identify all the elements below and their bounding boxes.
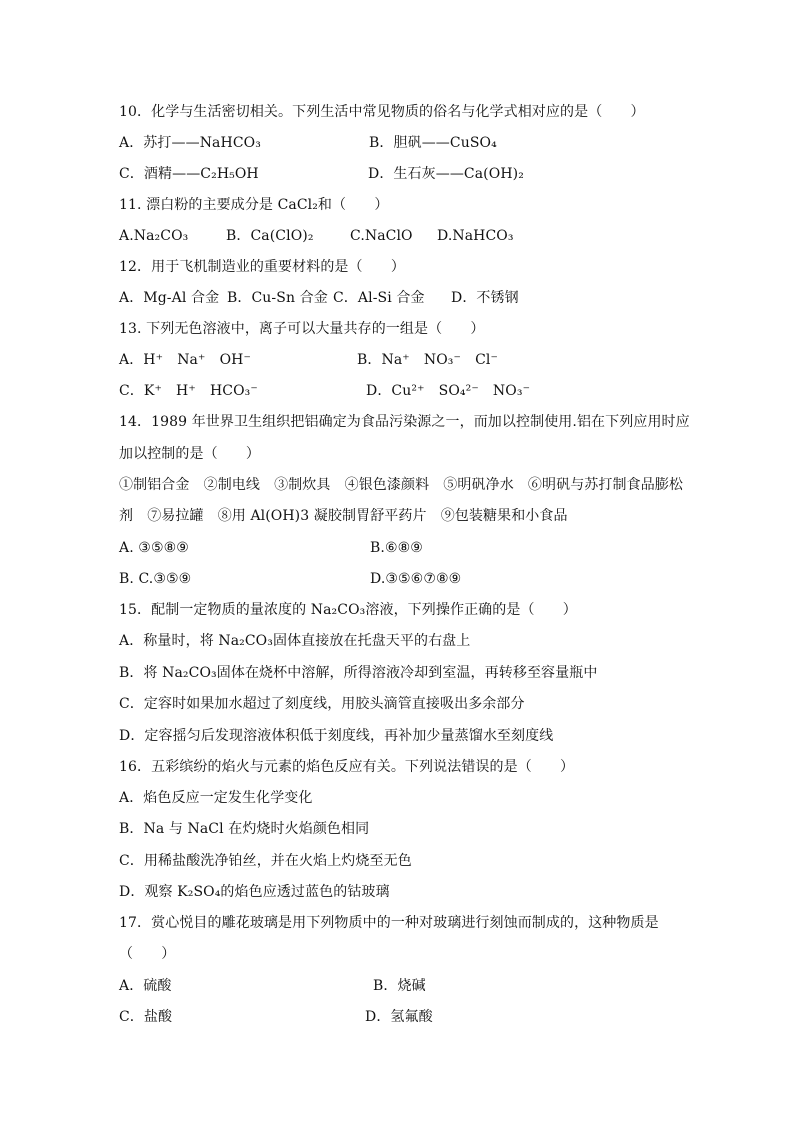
- q10-option-a: A．苏打——NaHCO₃: [119, 135, 261, 151]
- q11-option-c: C.NaClO: [350, 228, 413, 244]
- q12-stem: 12．用于飞机制造业的重要材料的是（ ）: [119, 259, 405, 275]
- q15-option-b: B．将 Na₂CO₃固体在烧杯中溶解，所得溶液冷却到室温，再转移至容量瓶中: [119, 665, 598, 681]
- q16-option-c: C．用稀盐酸洗净铂丝，并在火焰上灼烧至无色: [119, 853, 412, 869]
- q13-option-b: B．Na⁺ NO₃⁻ Cl⁻: [357, 352, 498, 368]
- q16-stem: 16．五彩缤纷的焰火与元素的焰色反应有关。下列说法错误的是（ ）: [119, 759, 575, 775]
- q10-option-b: B．胆矾——CuSO₄: [369, 135, 497, 151]
- q14-items-line-2: 剂 ⑦易拉罐 ⑧用 Al(OH)3 凝胶制胃舒平药片 ⑨包装糖果和小食品: [119, 508, 568, 524]
- q14-stem-line-2: 加以控制的是（ ）: [119, 446, 260, 462]
- q15-option-c: C．定容时如果加水超过了刻度线，用胶头滴管直接吸出多余部分: [119, 696, 525, 712]
- q14-stem-line-1: 14．1989 年世界卫生组织把铝确定为食品污染源之一，而加以控制使用.铝在下列应用时应: [119, 414, 690, 430]
- q10-option-c: C．酒精——C₂H₅OH: [119, 166, 259, 182]
- q12-option-d: D．不锈钢: [451, 290, 519, 306]
- q13-option-c: C．K⁺ H⁺ HCO₃⁻: [119, 383, 258, 399]
- q12-option-b: B．Cu-Sn 合金: [227, 290, 328, 306]
- q14-option-d: D.③⑤⑥⑦⑧⑨: [370, 571, 462, 587]
- q15-option-a: A．称量时，将 Na₂CO₃固体直接放在托盘天平的右盘上: [119, 633, 471, 649]
- q14-option-b: B.⑥⑧⑨: [370, 540, 423, 556]
- q10-option-d: D．生石灰——Ca(OH)₂: [368, 166, 524, 182]
- q16-option-b: B．Na 与 NaCl 在灼烧时火焰颜色相同: [119, 821, 370, 837]
- q17-option-d: D．氢氟酸: [365, 1009, 433, 1025]
- q11-stem: 11. 漂白粉的主要成分是 CaCl₂和（ ）: [119, 197, 389, 213]
- q15-option-d: D．定容摇匀后发现溶液体积低于刻度线，再补加少量蒸馏水至刻度线: [119, 728, 554, 744]
- q15-stem: 15．配制一定物质的量浓度的 Na₂CO₃溶液，下列操作正确的是（ ）: [119, 602, 577, 618]
- q13-option-a: A．H⁺ Na⁺ OH⁻: [119, 352, 251, 368]
- q13-option-d: D．Cu²⁺ SO₄²⁻ NO₃⁻: [366, 383, 531, 399]
- q14-option-a: A. ③⑤⑧⑨: [119, 540, 189, 556]
- q16-option-d: D．观察 K₂SO₄的焰色应透过蓝色的钴玻璃: [119, 884, 390, 900]
- q11-option-b: B．Ca(ClO)₂: [226, 228, 314, 244]
- q17-option-c: C．盐酸: [119, 1009, 173, 1025]
- q11-option-a: A.Na₂CO₃: [119, 228, 189, 244]
- q13-stem: 13. 下列无色溶液中，离子可以大量共存的一组是（ ）: [119, 321, 485, 337]
- q14-items-line-1: ①制铝合金 ②制电线 ③制炊具 ④银色漆颜料 ⑤明矾净水 ⑥明矾与苏打制食品膨松: [119, 477, 683, 493]
- q17-stem-line-1: 17．赏心悦目的雕花玻璃是用下列物质中的一种对玻璃进行刻蚀而制成的，这种物质是: [119, 915, 659, 931]
- q12-option-a: A．Mg-Al 合金: [119, 290, 220, 306]
- q17-option-a: A．硫酸: [119, 978, 172, 994]
- q16-option-a: A．焰色反应一定发生化学变化: [119, 790, 313, 806]
- q17-option-b: B．烧碱: [373, 978, 426, 994]
- q12-option-c: C．Al-Si 合金: [333, 290, 425, 306]
- q10-stem: 10．化学与生活密切相关。下列生活中常见物质的俗名与化学式相对应的是（ ）: [119, 104, 645, 120]
- q14-option-c: B. C.③⑤⑨: [119, 571, 192, 587]
- q17-stem-line-2: （ ）: [119, 946, 176, 962]
- q11-option-d: D.NaHCO₃: [437, 228, 514, 244]
